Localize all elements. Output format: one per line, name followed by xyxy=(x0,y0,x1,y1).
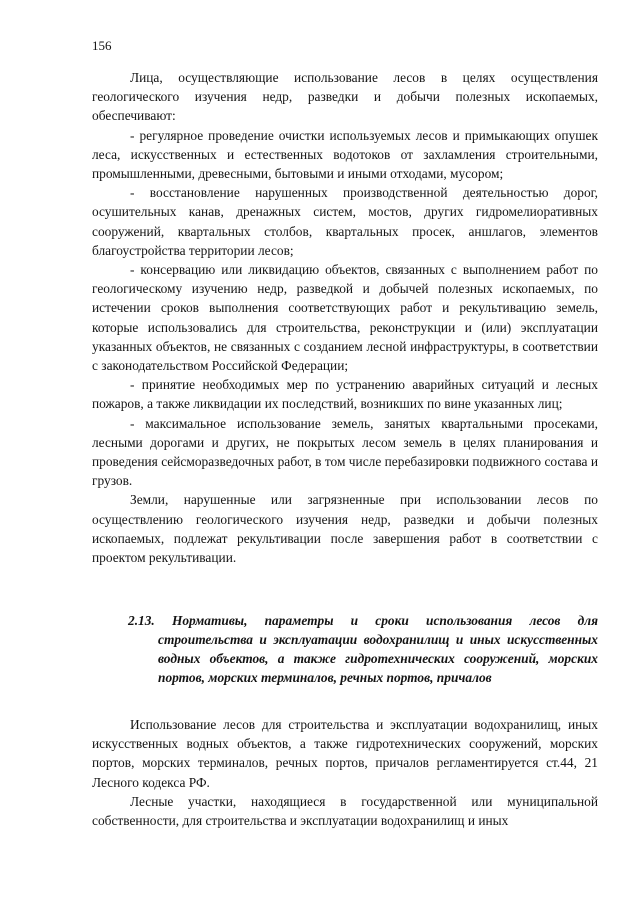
paragraph-bullet-conservation: - консервацию или ликвидацию объектов, связанных с выполнением работ по геологическому изучению недр, разведкой и добычей полезных ископаемых, по истечении сроков выполнения соответствующих работ и рекультивацию земель, которые использовались для строительства, реконструкции и (или) эксплуатации указанных объектов, не связанных с созданием лесной инфраструктуры, в соответствии с законодательством Российской Федерации; xyxy=(92,262,598,374)
paragraph-bullet-restoration: - восстановление нарушенных производственной деятельностью дорог, осушительных канав, дренажных систем, мостов, других гидромелиоративных сооружений, квартальных столбов, квартальных просек, аншлагов, элементов благоустройства территории лесов; xyxy=(92,185,598,258)
body-text-top xyxy=(92,68,598,567)
paragraph-intro: Лица, осуществляющие использование лесов в целях осуществления геологического изучения недр, разведки и добычи полезных ископаемых, обеспечивают: xyxy=(92,70,598,124)
paragraph-bullet-emergency: - принятие необходимых мер по устранению аварийных ситуаций и лесных пожаров, а также ликвидации их последствий, возникших по вине указанных лиц; xyxy=(92,377,598,412)
paragraph-bullet-cleanup: - регулярное проведение очистки используемых лесов и примыкающих опушек леса, искусственных и естественных водотоков от захламления строительными, промышленными, древесными, бытовыми и иными отходами, мусором; xyxy=(92,127,598,182)
paragraph-land-plots: Лесные участки, находящиеся в государственной или муниципальной собственности, для строительства и эксплуатации водохранилищ и иных xyxy=(92,793,598,829)
section-heading-text: 2.13. Нормативы, параметры и сроки использования лесов для строительства и эксплуатации водохранилищ и иных искусственных водных объектов, а также гидротехнических сооружений, морских портов, морских терминалов, речных портов, причалов xyxy=(128,613,598,685)
body-text-bottom xyxy=(92,715,598,830)
section-heading xyxy=(92,611,598,687)
paragraph-regulation: Использование лесов для строительства и эксплуатации водохранилищ, иных искусственных водных объектов, а также гидротехнических сооружений, морских портов, морских терминалов, речных портов, причалов регламентируется ст.44, 21 Лесного кодекса РФ. xyxy=(92,717,598,790)
page-number: 156 xyxy=(92,38,112,53)
paragraph-bullet-land-use: - максимальное использование земель, занятых квартальными просеками, лесными дорогами и других, не покрытых лесом земель в целях планирования и проведения сейсморазведочных работ, в том числе перебазировки подвижного состава и грузов. xyxy=(92,415,598,489)
paragraph-recultivation: Земли, нарушенные или загрязненные при использовании лесов по осуществлению геологического изучения недр, разведки и добычи полезных ископаемых, подлежат рекультивации после завершения работ в соответствии с проектом рекультивации. xyxy=(92,492,598,566)
